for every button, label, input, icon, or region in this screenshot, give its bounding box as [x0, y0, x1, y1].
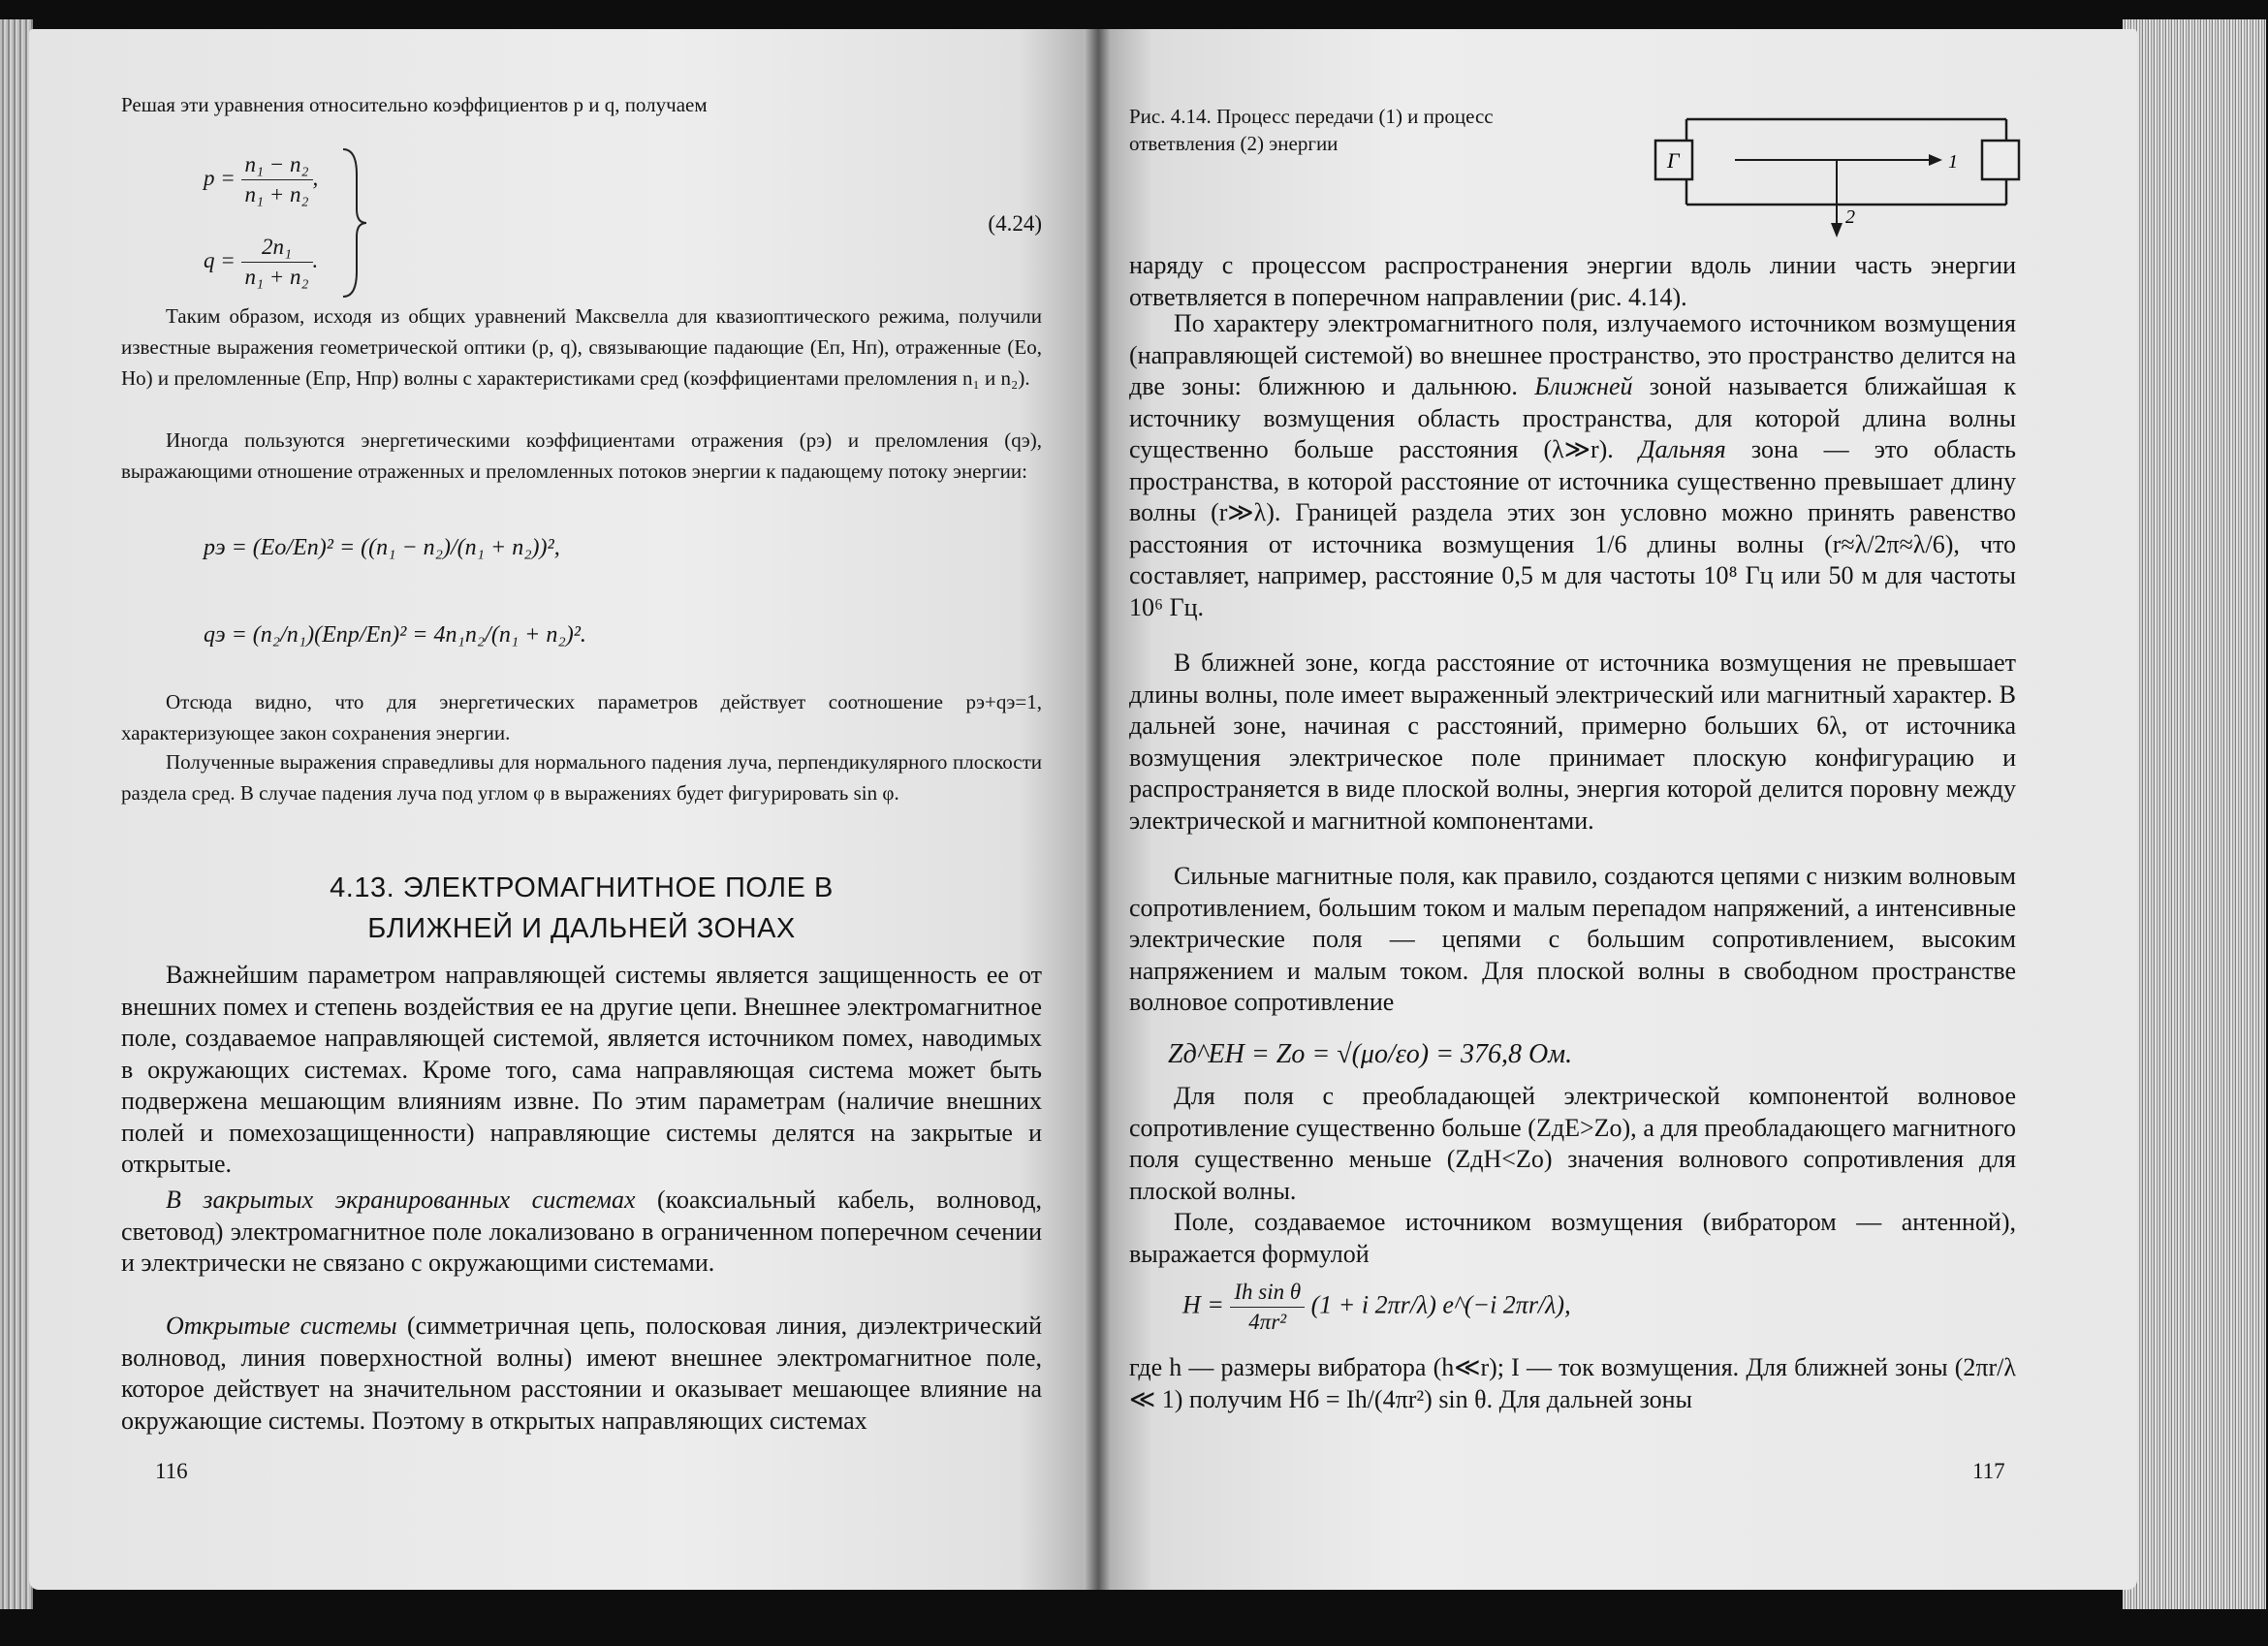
generator-label: Г	[1667, 148, 1680, 173]
right-page-edges	[2123, 19, 2266, 1609]
paragraph-energy-coefficients: Иногда пользуются энергетическими коэффициентами отражения (pэ) и преломления (qэ), выражающими отношение отраженных и преломленных потоков энергии к падающему потоку энергии:	[121, 428, 1042, 483]
book-spine	[1084, 29, 1111, 1590]
intro-line: Решая эти уравнения относительно коэффициентов p и q, получаем	[121, 93, 708, 116]
eq-h-rest: (1 + i 2πr/λ) e^(−i 2πr/λ),	[1310, 1290, 1571, 1319]
paragraph-near-far-zone: В ближней зоне, когда расстояние от источника возмущения не превышает длины волны, поле имеет выраженный электрический или магнитный характер. В дальней зоне, начиная с расстояний, примерно больших 6λ, от источника возмущения электрическое поле принимает плоскую конфигурацию и распространяется в виде плоской волны, энергия которой делится поровну между электрической и магнитной компонентами.	[1129, 649, 2016, 835]
eq-q-numerator: 2n₁	[241, 233, 313, 263]
far-zone-term: Дальняя	[1638, 435, 1726, 463]
paragraph-normal-incidence: Полученные выражения справедливы для нормального падения луча, перпендикулярного плоскости раздела сред. В случае падения луча под углом φ в выражениях будет фигурировать sin φ.	[121, 750, 1042, 805]
paragraph-closed-systems: В закрытых экранированных системах (коаксиальный кабель, волновод, световод) электромагнитное поле локализовано в ограниченном поперечном сечении и электрически не связано с окружающими системами.	[121, 1186, 1043, 1277]
eq-p-numerator: n₁ − n₂	[241, 150, 313, 180]
equation-p-energy: pэ = (Eо/Eп)² = ((n₁ − n₂)/(n₁ + n₂))²,	[204, 535, 560, 560]
page-number-left: 116	[155, 1459, 188, 1483]
paragraph-impedance-comparison: Для поля с преобладающей электрической компонентой волновое сопротивление существенно больше (ZдE>Zо), а для преобладающего магнитного поля существенно меньше (ZдH<Zо) значения волнового сопротивления для плоской волны.	[1129, 1082, 2016, 1205]
arrow-1-label: 1	[1948, 151, 1958, 173]
equation-q-energy: qэ = (n₂/n₁)(Eпр/Eп)² = 4n₁n₂/(n₁ + n₂)².	[204, 622, 586, 648]
equation-number: (4.24)	[988, 211, 1042, 236]
paragraph-strong-fields: Сильные магнитные поля, как правило, создаются цепями с низким волновым сопротивлением, большим током и малым перепадом напряжений, а интенсивные электрические поля — цепями с большим сопротивлением, высоким напряжением и малым током. Для плоской волны в свободном пространстве волновое сопротивление	[1129, 862, 2016, 1016]
closed-systems-term: В закрытых экранированных системах	[166, 1186, 636, 1214]
section-heading-line-1: 4.13. ЭЛЕКТРОМАГНИТНОЕ ПОЛЕ В	[330, 872, 834, 903]
paragraph-geometric-optics: Таким образом, исходя из общих уравнений Максвелла для квазиоптического режима, получили известные выражения геометрической оптики (p, q), связывающие падающие (Eп, Hп), отраженные (Eо, Hо) и преломленные (Eпр, Hпр) волны с характеристиками сред (коэффициентами преломления n₁ и n₂).	[121, 304, 1042, 390]
equation-wave-impedance: Zд^EH = Zо = √(μо/εо) = 376,8 Ом.	[1168, 1039, 1573, 1069]
eq-q-denominator: n₁ + n₂	[244, 265, 309, 289]
eq-p-lhs: p =	[204, 165, 236, 190]
open-systems-term: Открытые системы	[166, 1312, 397, 1340]
eq-h-denominator: 4πr²	[1248, 1310, 1287, 1334]
eq-h-lhs: H =	[1182, 1290, 1224, 1319]
paragraph-zones: По характеру электромагнитного поля, излучаемого источником возмущения (направляющей системой) во внешнее пространство, это пространство делится на две зоны: ближнюю и дальнюю. Ближней зоной называется ближайшая к источнику возмущения область пространства, для которой длина волны существенно больше расстояния (λ≫r). Дальняя зона — это область пространства, в которой расстояние от источника существенно превышает длину волны (r≫λ). Границей раздела этих зон условно можно принять равенство расстояния от источника возмущения 1/6 длины волны (r≈λ/2π≈λ/6), что составляет, например, расстояние 0,5 м для частоты 10⁸ Гц или 50 м для частоты 10⁶ Гц.	[1129, 309, 2016, 621]
page-number-right: 117	[1972, 1459, 2005, 1483]
arrow-2-label: 2	[1845, 206, 1855, 228]
near-zone-term: Ближней	[1534, 372, 1633, 400]
paragraph-open-systems: Открытые системы (симметричная цепь, полосковая линия, диэлектрический волновод, линия поверхностной волны) имеют внешнее электромагнитное поле, которое действует на значительном расстоянии и оказывает мешающее влияние на окружающие системы. Поэтому в открытых направляющих системах	[121, 1312, 1043, 1435]
section-heading-line-2: БЛИЖНЕЙ И ДАЛЬНЕЙ ЗОНАХ	[367, 913, 796, 944]
equation-4-24: p = $\frac{\text{n₁ − n₂}}{\text{n₁ + n₂}}$ , q = $\frac{\text{2n₁}}{\text{n₁ + n₂}}$ . (4.24)	[121, 145, 1042, 301]
equation-h-field	[1129, 1278, 2069, 1337]
right-brace-icon	[339, 145, 368, 301]
figure-caption: Рис. 4.14. Процесс передачи (1) и процесс ответвления (2) энергии	[1129, 105, 1494, 155]
section-heading	[121, 868, 1042, 949]
paragraph-vibrator-field: Поле, создаваемое источником возмущения (вибратором — антенной), выражается формулой	[1129, 1208, 2016, 1268]
load-box	[1982, 141, 2019, 179]
paragraph-energy-conservation: Отсюда видно, что для энергетических параметров действует соотношение pэ+qэ=1, характеризующее закон сохранения энергии.	[121, 690, 1042, 744]
left-page-edges	[0, 19, 33, 1609]
paragraph-near-zone-formula: где h — размеры вибратора (h≪r); I — ток возмущения. Для ближней зоны (2πr/λ ≪ 1) получим Hб = Ih/(4πr²) sin θ. Для дальней зоны	[1129, 1353, 2016, 1413]
eq-q-lhs: q =	[204, 247, 236, 272]
eq-p-denominator: n₁ + n₂	[244, 182, 309, 206]
eq-h-numerator: Ih sin θ	[1230, 1278, 1305, 1308]
paragraph-branching: наряду с процессом распространения энергии вдоль линии часть энергии ответвляется в поперечном направлении (рис. 4.14).	[1129, 251, 2016, 311]
paragraph-protection: Важнейшим параметром направляющей системы является защищенность ее от внешних помех и степень воздействия ее на другие цепи. Внешнее электромагнитное поле, создаваемое направляющей системой, является источником помех, наводимых в окружающих системах. Кроме того, сама направляющая система может быть подвержена мешающим влияниям извне. По этим параметрам (наличие внешних полей и помехозащищенности) направляющие системы делятся на закрытые и открытые.	[121, 961, 1042, 1178]
figure-4-14	[1638, 111, 2026, 242]
